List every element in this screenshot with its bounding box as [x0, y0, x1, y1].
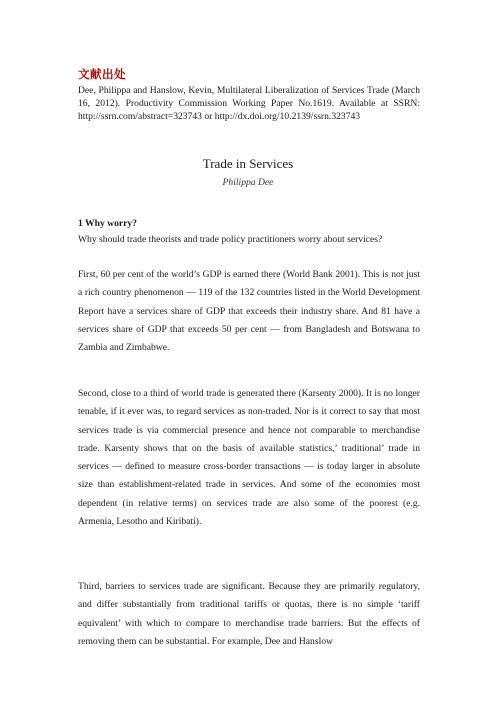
source-heading: 文献出处: [78, 67, 126, 81]
author-name: Philippa Dee: [222, 177, 274, 188]
paragraph-3: Third, barriers to services trade are significant. Because they are primarily regulatory, and differ substantially from traditional tariffs or quotas, there is no simple ‘tariff equivalent’ with which to compare to merchandise trade barriers. But the effects of removing them can be substantial. For example, Dee and Hanslow: [78, 581, 420, 647]
citation: Dee, Philippa and Hanslow, Kevin, Multilateral Liberalization of Services Trade (March 16, 2012). Productivity Commission Working Paper No.1619. Available at SSRN: http://ssrn.com/abstract=323743 or http://dx.doi.org/10.2139/ssrn.323743: [78, 85, 420, 122]
lead-question: Why should trade theorists and trade policy practitioners worry about services?: [78, 234, 383, 245]
paragraph-2: Second, close to a third of world trade is generated there (Karsenty 2000). It is no longer tenable, if it ever was, to regard services as non-traded. Nor is it correct to say that most services trade is via commercial presence and hence not comparable to merchandise trade. Karsenty shows that on the basis of available statistics,’ traditional’ trade in services — defined to measure cross-border transactions — is today larger in absolute size than establishment-related trade in services. And some of the economies most dependent (in relative terms) on services trade are also some of the poorest (e.g. Armenia, Lesotho and Kiribati).: [78, 388, 420, 528]
section-heading: 1 Why worry?: [78, 218, 137, 229]
paragraph-1: First, 60 per cent of the world’s GDP is earned there (World Bank 2001). This is not just a rich country phenomenon — 119 of the 132 countries listed in the World Development Report have a services share of GDP that exceeds their industry share. And 81 have a services share of GDP that exceeds 50 per cent — from Bangladesh and Botswana to Zambia and Zimbabwe.: [78, 269, 420, 354]
document-title: Trade in Services: [202, 156, 294, 171]
